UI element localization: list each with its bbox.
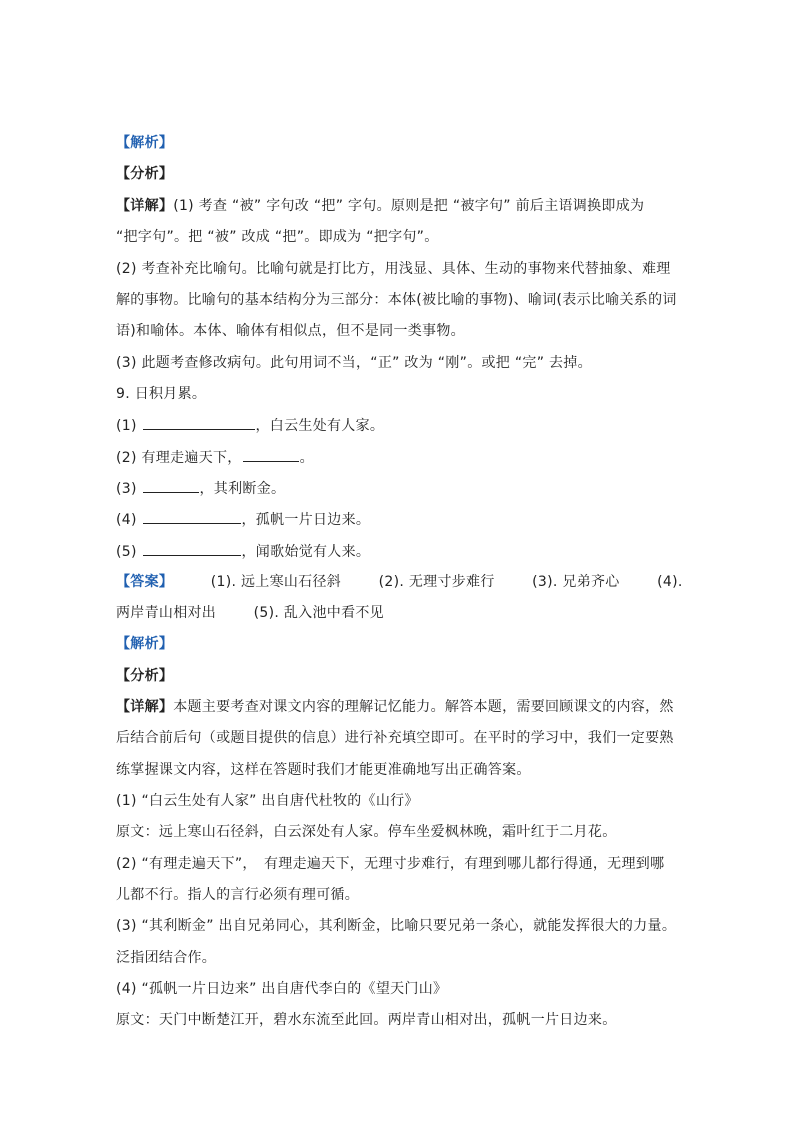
fenxi-tag: 【分析】 (116, 166, 174, 182)
explanation-line: 后结合前后句（或题目提供的信息）进行补充填空即可。在平时的学习中，我们一定要熟 (116, 730, 674, 746)
item-number: (4) (116, 512, 137, 528)
answer-blank (143, 509, 241, 524)
explanation-line: (3) “其利断金” 出自兄弟同心，其利断金，比喻只要兄弟一条心，就能发挥很大的力量。 (116, 918, 677, 934)
answer-line-2 (116, 603, 384, 623)
explanation-line: (1) “白云生处有人家” 出自唐代杜牧的《山行》 (116, 793, 419, 809)
answer-text: (3). 兄弟齐心 (532, 574, 620, 590)
label-jiexi-2 (116, 634, 173, 654)
item-text: ，闻歌始觉有人来。 (241, 544, 371, 560)
answer-blank (243, 447, 299, 462)
label-jiexi-1 (116, 133, 173, 153)
label-fenxi-1 (116, 164, 173, 184)
item-text: 。 (299, 450, 314, 466)
answer-text: (5). 乱入池中看不见 (253, 605, 384, 621)
explanation-line: 原文：远上寒山石径斜，白云深处有人家。停车坐爱枫林晚，霜叶红于二月花。 (116, 824, 617, 840)
item-number: (2) (116, 450, 137, 466)
question-title: 9. 日积月累。 (116, 386, 207, 402)
explanation-line: (2) “有理走遍天下”， 有理走遍天下，无理寸步难行，有理到哪儿都行得通，无理到哪 (116, 856, 665, 872)
answer-blank (143, 415, 255, 430)
question-item (116, 541, 370, 562)
answer-blank (143, 541, 241, 556)
answer-text: (4). (657, 574, 683, 590)
explanation-line: 泛指团结合作。 (116, 950, 217, 966)
fenxi-tag: 【分析】 (116, 668, 174, 684)
answer-text: (2). 无理寸步难行 (378, 574, 495, 590)
explanation-line: 语)和喻体。本体、喻体有相似点，但不是同一类事物。 (116, 323, 465, 339)
item-text: ，其利断金。 (199, 481, 286, 497)
explanation-line: 儿都不行。指人的言行必须有理可循。 (116, 887, 360, 903)
item-number: (3) (116, 481, 137, 497)
explanation-line: 练掌握课文内容，这样在答题时我们才能更准确地写出正确答案。 (116, 762, 531, 778)
item-text: ，白云生处有人家。 (255, 418, 385, 434)
daan-tag: 【答案】 (116, 574, 174, 590)
jiexi-tag: 【解析】 (116, 636, 174, 652)
explanation-text: 本题主要考查对课文内容的理解记忆能力。解答本题，需要回顾课文的内容，然 (173, 699, 674, 715)
answer-text: (1). 远上寒山石径斜 (210, 574, 342, 590)
explanation-line: (2) 考查补充比喻句。比喻句就是打比方，用浅显、具体、生动的事物来代替抽象、难理 (116, 261, 671, 277)
answer-text: 两岸青山相对出 (116, 605, 217, 621)
item-text: 有理走遍天下， (141, 450, 242, 466)
xiangjie-tag: 【详解】 (116, 198, 174, 214)
question-item (116, 447, 314, 468)
jiexi-tag: 【解析】 (116, 135, 174, 151)
xiangjie-tag: 【详解】 (116, 699, 174, 715)
question-item (116, 509, 370, 530)
question-item (116, 478, 285, 499)
explanation-text: (1) 考查 “被” 字句改 “把” 字句。原则是把 “被字句” 前后主语调换即成为 (173, 198, 645, 214)
item-number: (1) (116, 418, 137, 434)
explanation-line: (3) 此题考查修改病句。此句用词不当，“正” 改为 “刚”。或把 “完” 去掉。 (116, 355, 592, 371)
xiangjie-line-2 (116, 697, 674, 717)
explanation-line: (4) “孤帆一片日边来” 出自唐代李白的《望天门山》 (116, 981, 448, 997)
answer-line-1 (116, 572, 683, 592)
label-fenxi-2 (116, 666, 173, 686)
item-text: ，孤帆一片日边来。 (241, 512, 371, 528)
question-item (116, 415, 384, 436)
xiangjie-line-1 (116, 196, 644, 216)
explanation-line: 解的事物。比喻句的基本结构分为三部分：本体(被比喻的事物)、喻词(表示比喻关系的词 (116, 292, 677, 308)
explanation-line: “把字句”。把 “被” 改成 “把”。即成为 “把字句”。 (116, 229, 439, 245)
explanation-line: 原文：天门中断楚江开，碧水东流至此回。两岸青山相对出，孤帆一片日边来。 (116, 1012, 617, 1028)
answer-blank (143, 478, 199, 493)
item-number: (5) (116, 544, 137, 560)
